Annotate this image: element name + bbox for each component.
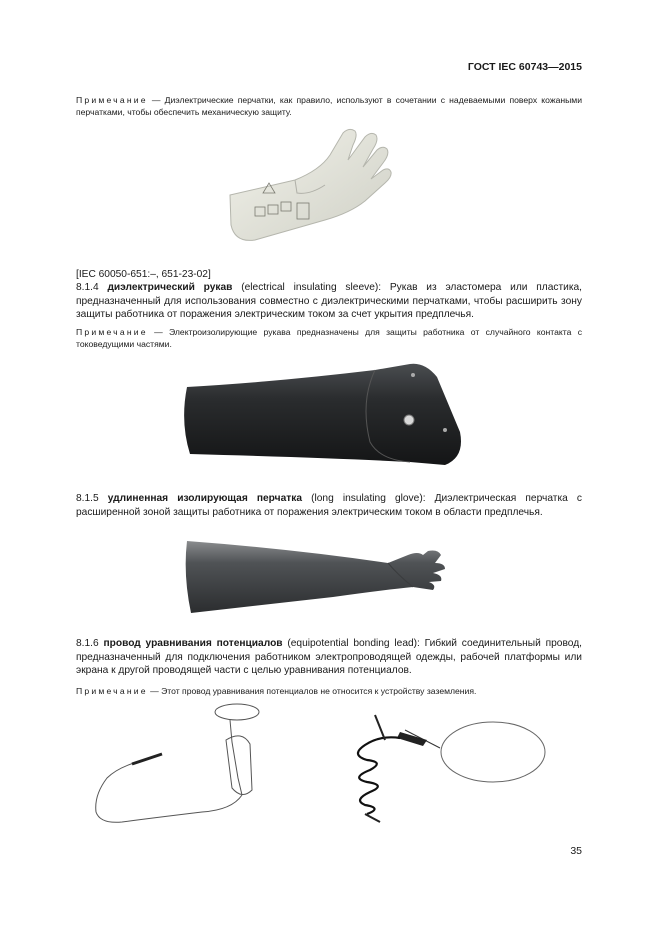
insulating-sleeve-image: [175, 362, 465, 472]
standard-header: ГОСТ IEC 60743—2015: [467, 61, 582, 73]
note-sleeves: [76, 326, 582, 350]
note-text: — Электроизолирующие рукава предназначены для защиты работника от случайного контакта с токоведущими частями.: [76, 327, 582, 349]
note-text: — Этот провод уравнивания потенциалов не относится к устройству заземления.: [147, 686, 477, 696]
long-insulating-glove-image: [183, 535, 448, 615]
section-8-1-5: [76, 492, 582, 519]
definition: (equipotential bonding lead): Гибкий соединительный провод, предназначенный для подключения работником электропроводящей одежды, рабочей платформы или экрана к другой проводящей части с целью уравнивания потенциалов.: [76, 638, 582, 676]
coiled-bonding-lead-image: [345, 710, 550, 825]
section-8-1-6: [76, 637, 582, 678]
note-label: Примечание: [76, 95, 148, 105]
definition: (long insulating glove): Диэлектрическая перчатка с расширенной зоной защиты работника от поражения электрическим током в области предплечья.: [76, 493, 582, 518]
dielectric-glove-image: [225, 125, 400, 245]
section-8-1-4: [76, 281, 582, 322]
note-bonding-lead: [76, 685, 582, 697]
term: удлиненная изолирующая перчатка: [107, 493, 302, 504]
note-text: — Диэлектрические перчатки, как правило, используют в сочетании с надеваемыми поверх кожаными перчатками, чтобы обеспечить механическую защиту.: [76, 95, 582, 117]
term: диэлектрический рукав: [107, 282, 233, 293]
note-gloves: [76, 94, 582, 118]
section-number: 8.1.6: [76, 638, 104, 649]
page-number: 35: [570, 845, 582, 857]
note-label: Примечание: [76, 327, 148, 337]
note-label: Примечание: [76, 686, 148, 696]
section-number: 8.1.5: [76, 493, 108, 504]
section-number: 8.1.4: [76, 282, 108, 293]
reference: [IEC 60050-651:–, 651-23-02]: [76, 269, 211, 280]
definition: (electrical insulating sleeve): Рукав из эластомера или пластика, предназначенный для использования совместно с диэлектрическими перчатками, чтобы расширить зону защиты работника от поражения электрическим током за счет укрытия предплечья.: [76, 282, 582, 320]
term: провод уравнивания потенциалов: [103, 638, 283, 649]
bonding-lead-hook-image: [92, 700, 277, 830]
